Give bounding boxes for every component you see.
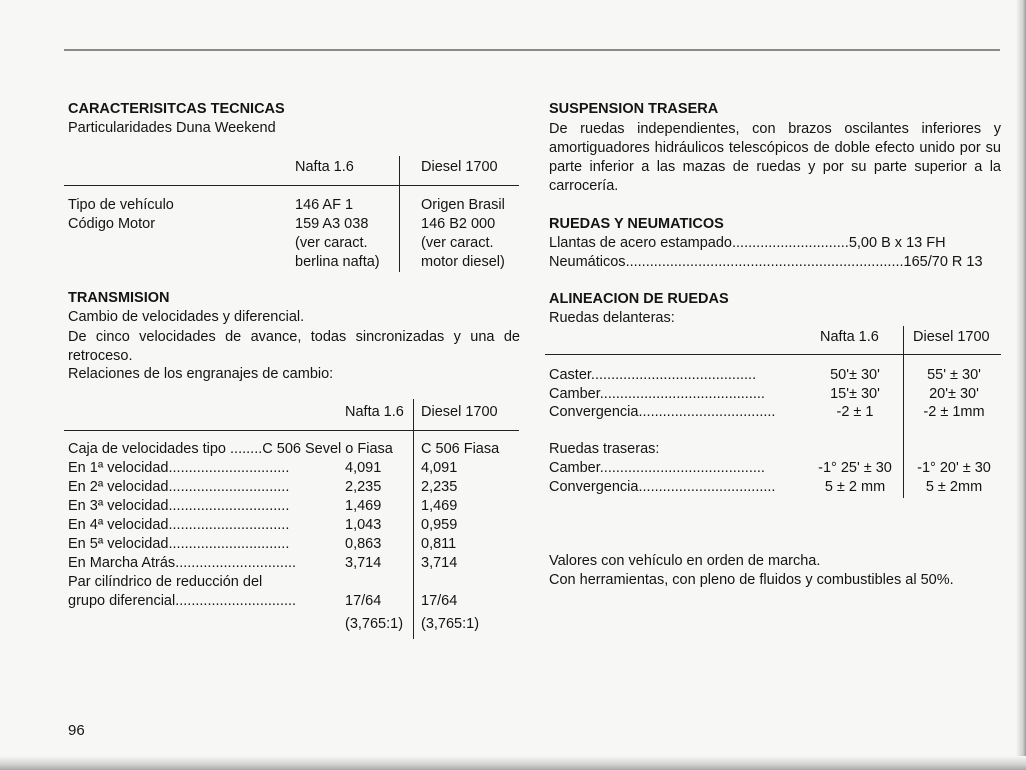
leader-dots: ..............................	[175, 555, 297, 571]
align-row-diesel: -1° 20' ± 30	[917, 460, 991, 476]
gear-row-label: grupo diferencial..............................	[68, 593, 297, 609]
align-header-diesel: Diesel 1700	[913, 329, 990, 345]
gear-row-diesel: 2,235	[421, 479, 458, 495]
gear-row-nafta: 1,043	[345, 517, 382, 533]
specs-row-diesel: Origen Brasil	[421, 197, 505, 213]
specs-row-diesel: motor diesel)	[421, 254, 505, 270]
specs-row-nafta: (ver caract.	[295, 235, 368, 251]
align-table-rule	[545, 354, 1001, 355]
specs-table-divider	[399, 156, 400, 272]
gear-row-diesel: 4,091	[421, 460, 458, 476]
leader-dots: ..............................	[168, 517, 290, 533]
align-row-nafta: 50'± 30'	[830, 367, 880, 383]
top-rule	[64, 49, 1000, 51]
gear-row-diesel: 3,714	[421, 555, 458, 571]
gear-row-nafta: 2,235	[345, 479, 382, 495]
specs-row-nafta: 146 AF 1	[295, 197, 354, 213]
gear-row-nafta: 0,863	[345, 536, 382, 552]
leader-dots: .............................	[732, 235, 849, 251]
gear-row-nafta: (3,765:1)	[345, 616, 404, 632]
gear-header-diesel: Diesel 1700	[421, 404, 498, 420]
align-row-nafta: -1° 25' ± 30	[818, 460, 892, 476]
align-row-diesel: 5 ± 2mm	[925, 479, 983, 495]
traseras-label: Ruedas traseras:	[549, 441, 660, 457]
specs-row-diesel: 146 B2 000	[421, 216, 496, 232]
page-edge-shadow	[1016, 0, 1026, 770]
note-line-2: Con herramientas, con pleno de fluidos y combustibles al 50%.	[549, 572, 954, 588]
transmision-line-2: De cinco velocidades de avance, todas sincronizadas y una de retroceso.	[68, 329, 520, 364]
specs-row-nafta: berlina nafta)	[295, 254, 380, 270]
align-row-label: Camber.........................................	[549, 386, 765, 402]
align-row-label: Convergencia..................................	[549, 479, 776, 495]
gear-row-nafta: 4,091	[345, 460, 382, 476]
gear-row-diesel: 0,959	[421, 517, 458, 533]
align-row-diesel: -2 ± 1mm	[923, 404, 985, 420]
align-row-label: Camber.........................................	[549, 460, 765, 476]
gear-row-diesel: C 506 Fiasa	[421, 441, 500, 457]
leader-dots: ..............................	[168, 460, 290, 476]
align-header-nafta: Nafta 1.6	[820, 329, 879, 345]
transmision-heading: TRANSMISION	[68, 290, 170, 306]
specs-subheading: Particularidades Duna Weekend	[68, 120, 276, 136]
gear-row-diesel: 1,469	[421, 498, 458, 514]
gear-row-label: En 4ª velocidad..............................	[68, 517, 290, 533]
gear-row-nafta: 17/64	[345, 593, 382, 609]
align-row-nafta: 5 ± 2 mm	[824, 479, 886, 495]
align-row-label: Convergencia..................................	[549, 404, 776, 420]
alineacion-heading: ALINEACION DE RUEDAS	[549, 291, 729, 307]
leader-dots: .........................................	[599, 460, 765, 476]
specs-row-label: Tipo de vehículo	[68, 197, 174, 213]
gear-table-divider	[413, 399, 414, 639]
align-row-label: Caster.........................................	[549, 367, 757, 383]
specs-row-diesel: (ver caract.	[421, 235, 494, 251]
gear-row-label: Caja de velocidades tipo ........C 506 Sevel o Fiasa	[68, 441, 393, 457]
gear-row-diesel: 0,811	[421, 536, 457, 552]
page-bottom-shadow	[0, 756, 1026, 770]
gear-row-label: En 2ª velocidad..............................	[68, 479, 290, 495]
gear-header-nafta: Nafta 1.6	[345, 404, 404, 420]
gear-row-label: Par cilíndrico de reducción del	[68, 574, 263, 590]
transmision-line-3: Relaciones de los engranajes de cambio:	[68, 366, 334, 382]
suspension-text: De ruedas independientes, con brazos oscilantes inferiores y amortiguadores hidráulicos telescópicos de doble efecto unido por su parte inferior a las mazas de ruedas y por su parte superior a la carrocería.	[549, 121, 1001, 194]
leader-dots: ..................................	[638, 404, 776, 420]
specs-table-rule	[64, 185, 519, 186]
specs-row-nafta: 159 A3 038	[295, 216, 369, 232]
llantas-row: Llantas de acero estampado.............................5,00 B x 13 FH	[549, 235, 946, 251]
gear-row-label: En 5ª velocidad..............................	[68, 536, 290, 552]
leader-dots: ..............................	[168, 479, 290, 495]
specs-header-diesel: Diesel 1700	[421, 159, 498, 175]
gear-row-diesel: (3,765:1)	[421, 616, 480, 632]
align-row-diesel: 20'± 30'	[929, 386, 979, 402]
leader-dots: .........................................	[590, 367, 757, 383]
leader-dots: .........................................	[599, 386, 765, 402]
neumaticos-row: Neumáticos.....................................................................165/70 R 13	[549, 254, 983, 270]
gear-row-label: En 1ª velocidad..............................	[68, 460, 290, 476]
gear-table-rule	[64, 430, 519, 431]
align-row-nafta: -2 ± 1	[836, 404, 874, 420]
delanteras-label: Ruedas delanteras:	[549, 310, 675, 326]
suspension-heading: SUSPENSION TRASERA	[549, 101, 719, 117]
leader-dots: ..............................	[168, 498, 290, 514]
gear-row-label: En 3ª velocidad..............................	[68, 498, 290, 514]
gear-row-diesel: 17/64	[421, 593, 458, 609]
leader-dots: .....................................................................	[625, 254, 904, 270]
gear-row-label: En Marcha Atrás..............................	[68, 555, 297, 571]
specs-header-nafta: Nafta 1.6	[295, 159, 354, 175]
gear-row-nafta: 3,714	[345, 555, 382, 571]
specs-heading: CARACTERISITCAS TECNICAS	[68, 101, 285, 117]
leader-dots: ..............................	[168, 536, 290, 552]
ruedas-heading: RUEDAS Y NEUMATICOS	[549, 216, 724, 232]
gear-row-nafta: 1,469	[345, 498, 382, 514]
leader-dots: ..................................	[638, 479, 776, 495]
transmision-line-1: Cambio de velocidades y diferencial.	[68, 309, 305, 325]
page-number: 96	[68, 722, 85, 739]
align-table-divider	[903, 326, 904, 498]
align-row-diesel: 55' ± 30'	[927, 367, 981, 383]
note-line-1: Valores con vehículo en orden de marcha.	[549, 553, 821, 569]
align-row-nafta: 15'± 30'	[830, 386, 880, 402]
specs-row-label: Código Motor	[68, 216, 156, 232]
leader-dots: ..............................	[175, 593, 297, 609]
